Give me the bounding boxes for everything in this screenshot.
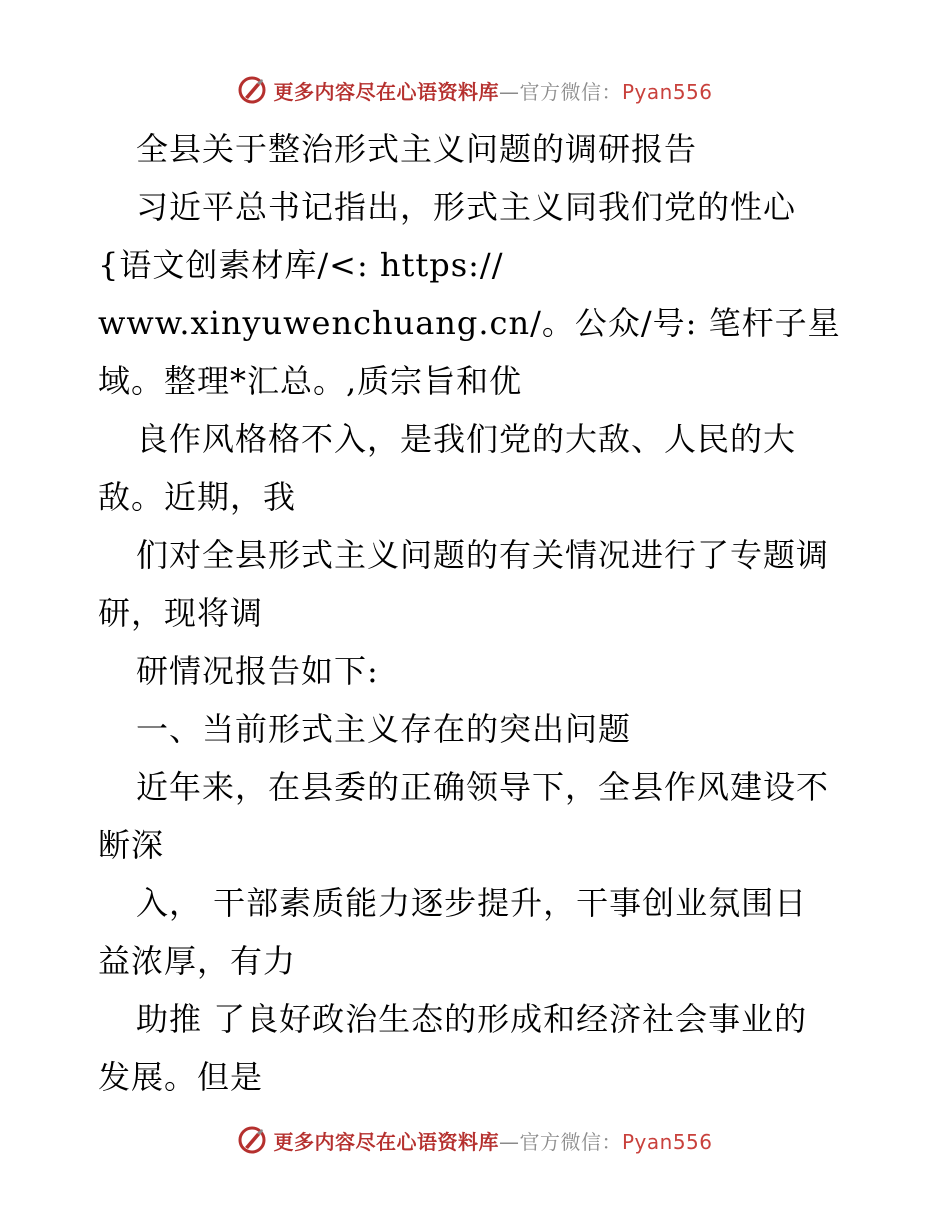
banner-dash: —	[498, 1129, 520, 1154]
document-line: www.xinyuwenchuang.cn/。公众/号: 笔杆子星	[98, 304, 841, 342]
document-line: 域。整理*汇总。,质宗旨和优	[98, 362, 523, 400]
quill-pen-logo-icon	[237, 1125, 267, 1155]
banner-text	[273, 1126, 712, 1155]
document-line: 全县关于整治形式主义问题的调研报告	[136, 130, 698, 168]
document-line: 近年来，在县委的正确领导下，全县作风建设不	[136, 768, 830, 806]
document-line: 发展。但是	[98, 1058, 264, 1096]
document-line: 助推 了良好政治生态的形成和经济社会事业的	[136, 1000, 808, 1038]
banner-main-text: 更多内容尽在心语资料库	[273, 1129, 499, 1154]
banner-content	[237, 75, 712, 105]
document-line: {语文创素材库/<: https://	[98, 246, 504, 284]
document-line: 入， 干部素质能力逐步提升，干事创业氛围日	[136, 884, 808, 922]
banner-dash: —	[498, 79, 520, 104]
document-line: 们对全县形式主义问题的有关情况进行了专题调	[136, 536, 830, 574]
banner-text	[273, 76, 712, 105]
header-banner	[0, 70, 950, 110]
banner-content	[237, 1125, 712, 1155]
document-line: 习近平总书记指出，形式主义同我们党的性心	[136, 188, 797, 226]
banner-main-text: 更多内容尽在心语资料库	[273, 79, 499, 104]
document-line: 研，现将调	[98, 594, 264, 632]
footer-banner	[0, 1120, 950, 1160]
document-line: 益浓厚，有力	[98, 942, 297, 980]
banner-wechat-label: 官方微信：	[519, 79, 622, 104]
banner-wechat-label: 官方微信：	[519, 1129, 622, 1154]
document-line: 良作风格格不入，是我们党的大敌、人民的大	[136, 420, 797, 458]
banner-wechat-id: Pyan556	[621, 79, 713, 104]
quill-pen-logo-icon	[237, 75, 267, 105]
banner-wechat-id: Pyan556	[621, 1129, 713, 1154]
document-line: 断深	[98, 826, 165, 864]
document-line: 敌。近期，我	[98, 478, 297, 516]
document-body	[98, 120, 858, 1106]
document-line: 研情况报告如下:	[136, 652, 379, 690]
document-line: 一、当前形式主义存在的突出问题	[136, 710, 632, 748]
